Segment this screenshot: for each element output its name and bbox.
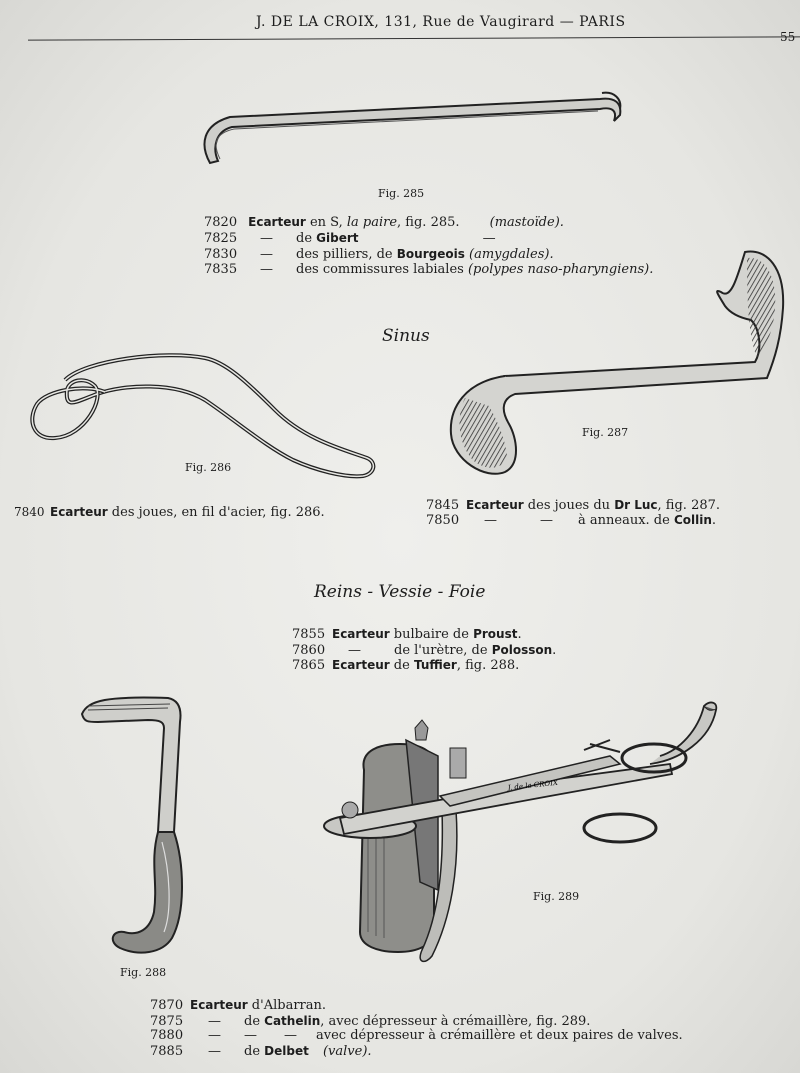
entry-dash: — [484,513,497,528]
entry-dash: — [208,1044,221,1059]
page-number: 55 [780,30,796,44]
entry-number: 7820 [204,215,238,230]
entry-7825 [204,230,496,247]
entry-text: à anneaux. de [578,513,674,528]
entry-number: 7850 [426,513,460,528]
entry-dash: — [208,1028,221,1043]
header-rule [28,36,800,40]
entry-text: de [389,658,414,673]
entry-dash: — [260,262,273,277]
entry-text: des joues du [523,498,615,513]
entry-text: , avec dépresseur à crémaillère, fig. 289. [320,1014,591,1029]
entry-text: . [517,627,522,642]
entry-number: 7875 [150,1014,184,1029]
entry-dash: — [260,231,273,246]
entry-name: Ecarteur [466,498,524,512]
entry-number: 7825 [204,231,238,246]
entry-name: Ecarteur [190,998,248,1012]
entry-dash: — [208,1014,221,1029]
entry-dash: — [260,247,273,262]
entry-number: 7830 [204,247,238,262]
entry-name: Gibert [316,231,359,245]
entry-7840 [14,504,325,521]
fig-287-label: Fig. 287 [582,426,629,439]
entry-dash: — [540,513,553,528]
entry-note: (valve). [322,1044,372,1059]
entry-text: des commissures labiales [296,262,468,277]
fig-289-illustration [320,700,730,966]
entry-text: de l'urètre, de [394,643,492,658]
fig-288-illustration [78,692,188,956]
entry-7885 [150,1043,372,1060]
entry-dash: — [284,1028,297,1043]
entry-text: , fig. 285. [397,215,460,230]
entry-italic: la paire [346,215,398,230]
entry-text: de [244,1044,265,1059]
entry-number: 7840 [14,505,45,519]
entry-name: Ecarteur [50,505,108,519]
entry-name: Delbet [264,1044,309,1058]
entry-name: Ecarteur [248,215,306,229]
entry-dash: — [348,643,361,658]
entry-text: des joues, en fil d'acier, fig. 286. [107,505,325,520]
entry-text: en S, [305,215,347,230]
entry-name: Collin [673,513,712,527]
entry-dash: — [244,1028,257,1043]
entry-text: . [711,513,717,528]
entry-text: . [552,643,557,658]
entry-text: des pilliers, de [296,247,397,262]
entry-text: de [296,231,317,246]
fig-288-label: Fig. 288 [120,966,167,979]
entry-note: (amygdales). [469,247,554,262]
section-heading-sinus: Sinus [382,326,430,346]
section-heading-reins: Reins - Vessie - Foie [314,582,486,602]
entry-text: , fig. 287. [657,498,721,513]
entry-name: Proust [473,627,518,641]
fig-285-label: Fig. 285 [378,187,425,200]
entry-7820 [204,214,564,231]
entry-7850 [426,512,716,529]
entry-note: (mastoïde). [489,215,564,230]
entry-number: 7880 [150,1028,184,1043]
entry-text: , fig. 288. [456,658,520,673]
entry-name: Bourgeois [396,247,465,261]
entry-name: Polosson [491,643,553,657]
entry-7865 [292,657,519,674]
fig-286-label: Fig. 286 [185,461,232,474]
entry-7880 [150,1028,683,1044]
entry-number: 7855 [292,627,326,642]
entry-name: Ecarteur [332,658,390,672]
entry-number: 7865 [292,658,326,673]
fig-287-illustration [445,248,790,480]
instrument-engraving: J. de la CROIX [507,778,559,792]
entry-text: bulbaire de [389,627,474,642]
entry-note: (polypes naso-pharyngiens). [467,262,654,277]
entry-note: — [482,231,496,246]
entry-number: 7870 [150,998,184,1013]
entry-name: Cathelin [264,1014,321,1028]
entry-7870 [150,997,326,1014]
entry-7855 [292,626,522,643]
entry-number: 7845 [426,498,460,513]
entry-number: 7885 [150,1044,184,1059]
entry-name: Ecarteur [332,627,390,641]
entry-number: 7835 [204,262,238,277]
fig-285-illustration [190,85,630,175]
entry-text: de [244,1014,265,1029]
entry-text: d'Albarran. [247,998,327,1013]
entry-number: 7860 [292,643,326,658]
entry-name: Dr Luc [614,498,658,512]
fig-289-label: Fig. 289 [533,890,580,903]
entry-text: avec dépresseur à crémaillère et deux paires de valves. [316,1028,683,1043]
entry-name: Tuffier [413,658,457,672]
page-header-title: J. DE LA CROIX, 131, Rue de Vaugirard — PARIS [256,14,626,30]
